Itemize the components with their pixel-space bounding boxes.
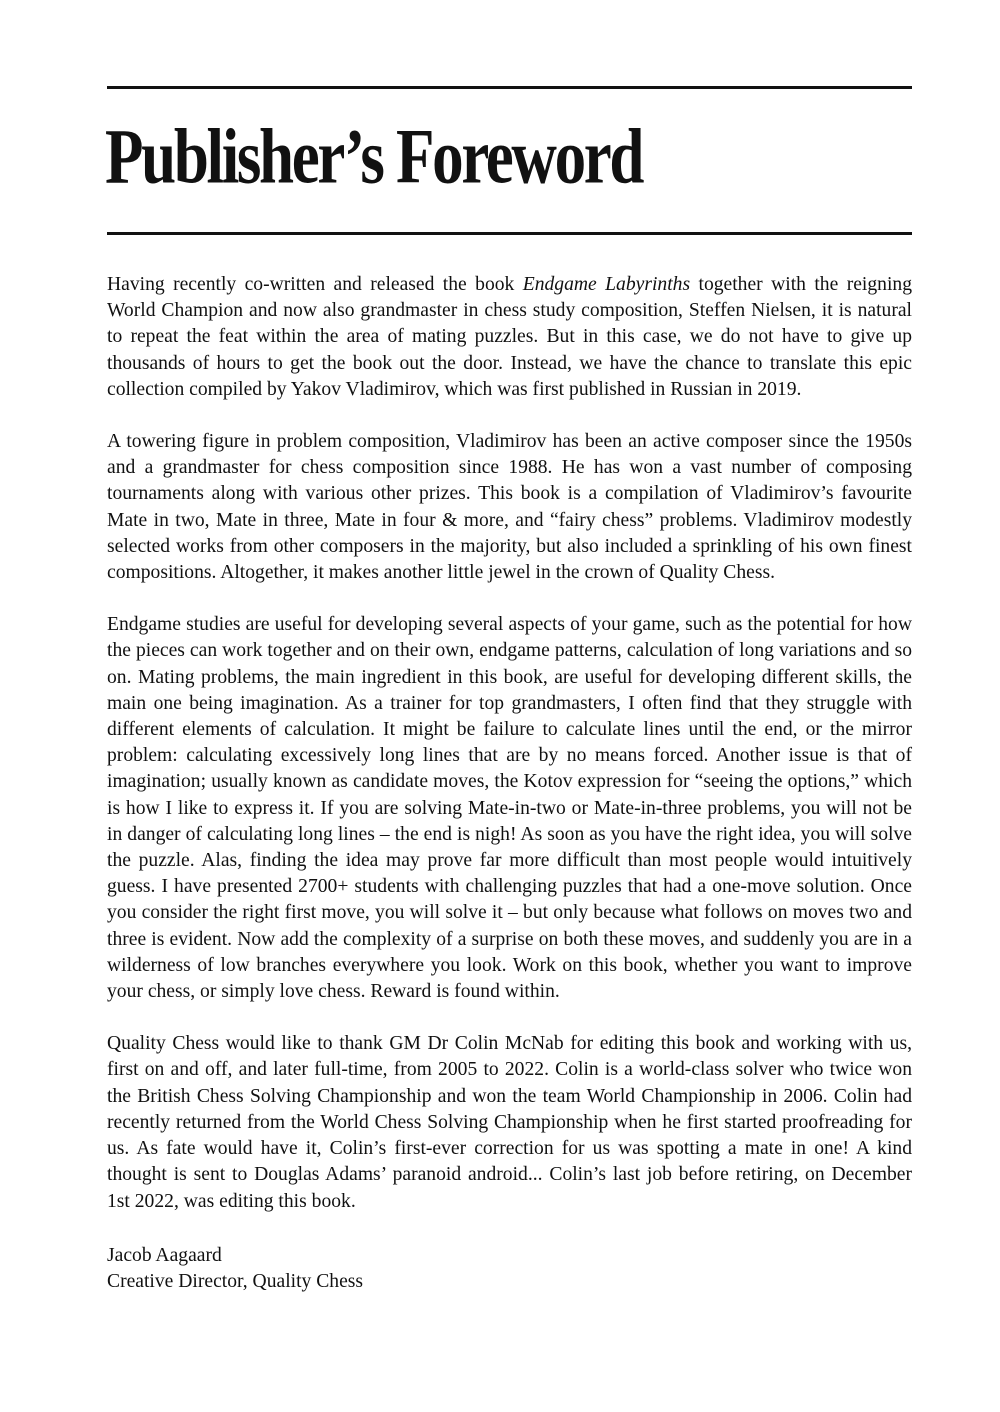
paragraph-4: Quality Chess would like to thank GM Dr Colin McNab for editing this book and working with us, first on and off, and later full-time, from 2005 to 2022. Colin is a world-class solver who twice won the British Chess Solving Championship and won the team World Championship in 2006. Colin had recently returned from the World Chess Solving Championship when he first started proofreading for us. As fate would have it, Colin’s first-ever correction for us was spotting a mate in one! A kind thought is sent to Douglas Adams’ paranoid android... Colin’s last job before retiring, on December 1st 2022, was editing this book. bbox=[107, 1033, 912, 1212]
page-title: Publisher’s Foreword bbox=[105, 114, 643, 201]
paragraph-3: Endgame studies are useful for developing several aspects of your game, such as the potential for how the pieces can work together and on their own, endgame patterns, calculation of long variations and so on. Mating problems, the main ingredient in this book, are useful for developing different skills, the main one being imagination. As a trainer for top grandmasters, I often find that they struggle with different elements of calculation. It might be failure to calculate lines until the end, or the mirror problem: calculating excessively long lines that are by no means forced. Another issue is that of imagination; usually known as candidate moves, the Kotov expression for “seeing the options,” which is how I like to express it. If you are solving Mate-in-two or Mate-in-three problems, you will not be in danger of calculating long lines – the end is nigh! As soon as you have the right idea, you will solve the puzzle. Alas, finding the idea may prove far more difficult than most people would intuitively guess. I have presented 2700+ students with challenging puzzles that had a one-move solution. Once you consider the right first move, you will solve it – but only because what follows on moves two and three is evident. Now add the complexity of a surprise on both these moves, and suddenly you are in a wilderness of low branches everywhere you look. Work on this book, whether you want to improve your chess, or simply love chess. Reward is found within. bbox=[107, 614, 912, 1003]
paragraph-1-rest: together with the reigning World Champion and now also grandmaster in chess study composition, Steffen Nielsen, it is natural to repeat the feat within the area of mating puzzles. But in this case, we do not have to give up thousands of hours to get the book out the door. Instead, we have the chance to translate this epic collection compiled by Yakov Vladimirov, which was first published in Russian in 2019. bbox=[107, 274, 912, 400]
paragraph-2: A towering figure in problem composition, Vladimirov has been an active composer since the 1950s and a grandmaster for chess composition since 1988. He has won a vast number of composing tournaments along with various other prizes. This book is a compilation of Vladimirov’s favourite Mate in two, Mate in three, Mate in four & more, and “fairy chess” problems. Vladimirov modestly selected works from other composers in the majority, but also included a sprinkling of his own finest compositions. Altogether, it makes another little jewel in the crown of Quality Chess. bbox=[107, 431, 912, 584]
book-title-endgame-labyrinths: Endgame Labyrinths bbox=[522, 274, 691, 295]
signature-block bbox=[107, 1243, 912, 1295]
paragraph-1 bbox=[107, 272, 912, 403]
signature-name: Jacob Aagaard bbox=[107, 1244, 222, 1266]
signature-role: Creative Director, Quality Chess bbox=[107, 1270, 364, 1292]
bottom-rule bbox=[107, 232, 912, 235]
paragraph-1-intro: Having recently co-written and released the book bbox=[107, 274, 523, 295]
foreword-body bbox=[107, 272, 912, 1295]
page bbox=[107, 0, 912, 1412]
top-rule bbox=[107, 86, 912, 89]
